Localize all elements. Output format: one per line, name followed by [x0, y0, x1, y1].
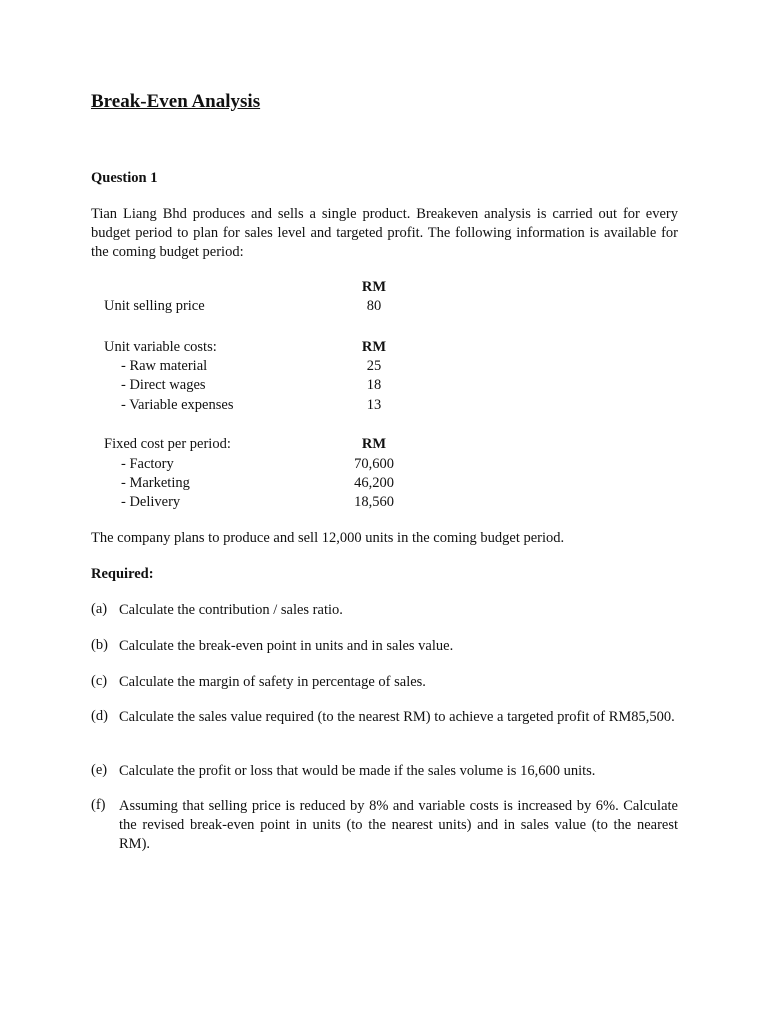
variable-cost-label: - Variable expenses	[121, 397, 234, 413]
fixed-cost-value: 70,600	[354, 456, 394, 472]
currency-header: RM	[361, 436, 387, 452]
variable-costs-label: Unit variable costs:	[104, 339, 217, 355]
fixed-cost-value: 46,200	[354, 475, 394, 491]
question-letter: (e)	[91, 762, 108, 778]
selling-header-row	[0, 279, 768, 298]
fixed-costs-label: Fixed cost per period:	[104, 436, 231, 452]
fixed-cost-row	[0, 456, 768, 475]
variable-cost-row	[0, 377, 768, 396]
question-letter: (c)	[91, 673, 108, 689]
variable-cost-label: - Raw material	[121, 358, 208, 374]
question-letter: (d)	[91, 708, 108, 724]
variable-cost-value: 13	[366, 397, 382, 413]
fixed-cost-value: 18,560	[354, 494, 394, 510]
fixed-cost-label: - Delivery	[121, 494, 181, 510]
production-plan-text: The company plans to produce and sell 12,000 units in the coming budget period.	[91, 530, 565, 546]
variable-cost-row	[0, 397, 768, 416]
fixed-cost-label: - Factory	[121, 456, 174, 472]
question-heading: Question 1	[91, 170, 158, 186]
question-text: Calculate the profit or loss that would be made if the sales volume is 16,600 units.	[119, 763, 596, 779]
fixed-cost-row	[0, 494, 768, 513]
question-letter: (a)	[91, 601, 108, 617]
variable-cost-value: 25	[366, 358, 382, 374]
intro-paragraph: Tian Liang Bhd produces and sells a single product. Breakeven analysis is carried out for every budget period to plan for sales level and targeted profit. The following information is available for the coming budget period:	[91, 206, 678, 260]
fixed-costs-header-row	[0, 436, 768, 455]
selling-price-row	[0, 298, 768, 317]
question-text: Calculate the sales value required (to the nearest RM) to achieve a targeted profit of RM85,500.	[119, 709, 675, 725]
question-text: Calculate the contribution / sales ratio.	[119, 602, 343, 618]
question-text: Assuming that selling price is reduced by 8% and variable costs is increased by 6%. Calculate the revised break-even point in units (to the nearest units) and in sales value (to the nearest RM).	[119, 798, 678, 852]
selling-price-value: 80	[366, 298, 382, 314]
variable-cost-label: - Direct wages	[121, 377, 206, 393]
currency-header: RM	[361, 339, 387, 355]
fixed-cost-label: - Marketing	[121, 475, 190, 491]
variable-cost-value: 18	[366, 377, 382, 393]
fixed-cost-row	[0, 475, 768, 494]
question-letter: (b)	[91, 637, 108, 653]
selling-price-label: Unit selling price	[104, 298, 205, 314]
document-title: Break-Even Analysis	[91, 91, 261, 112]
question-text: Calculate the break-even point in units and in sales value.	[119, 638, 454, 654]
question-text: Calculate the margin of safety in percentage of sales.	[119, 674, 426, 690]
currency-header: RM	[361, 279, 387, 295]
variable-costs-header-row	[0, 339, 768, 358]
required-heading: Required:	[91, 566, 154, 582]
question-letter: (f)	[91, 797, 106, 813]
variable-cost-row	[0, 358, 768, 377]
